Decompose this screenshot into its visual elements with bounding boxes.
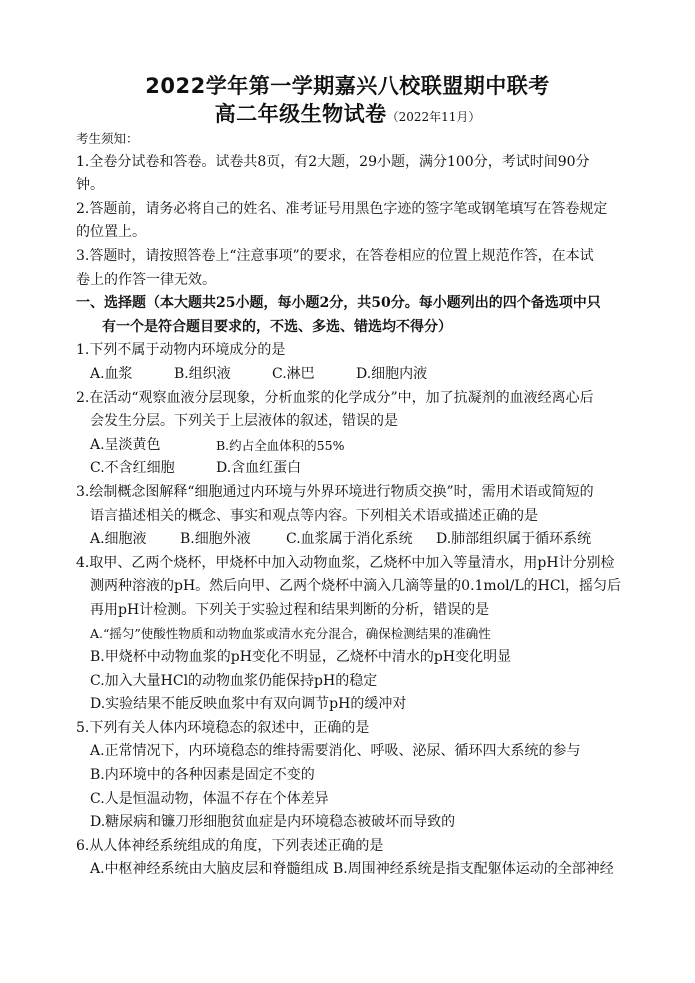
question-4-stem-cont-1: 测两种溶液的pH。然后向甲、乙两个烧杯中滴入几滴等量的0.1mol/L的HCl，摇匀后 (90, 578, 622, 595)
question-5-option-c: C.人是恒温动物，体温不存在个体差异 (90, 790, 329, 807)
question-5-option-d: D.糖尿病和镰刀形细胞贫血症是内环境稳态被破坏而导致的 (90, 814, 456, 831)
question-3-stem: 3.绘制概念图解释“细胞通过内环境与外界环境进行物质交换”时，需用术语或简短的 (76, 483, 594, 500)
notice-item-3: 3.答题时，请按照答卷上“注意事项”的要求，在答卷相应的位置上规范作答，在本试 (76, 247, 594, 264)
option-c: C.血浆属于消化系统 (286, 531, 413, 548)
notice-item-2-cont: 的位置上。 (76, 224, 146, 241)
question-4-option-d: D.实验结果不能反映血浆中有双向调节pH的缓冲对 (90, 696, 407, 713)
question-2-options-row2 (76, 457, 632, 481)
option-a: A.血浆 (90, 365, 133, 382)
option-a: A.呈淡黄色 (90, 436, 161, 453)
question-4-option-b: B.甲烧杯中动物血浆的pH变化不明显，乙烧杯中清水的pH变化明显 (90, 649, 512, 666)
exam-body (76, 127, 632, 882)
question-4-option-c: C.加入大量HCl的动物血浆仍能保持pH的稳定 (90, 672, 378, 689)
question-6-stem: 6.从人体神经系统组成的角度，下列表述正确的是 (76, 837, 384, 854)
question-6-options-ab: A.中枢神经系统由大脑皮层和脊髓组成 B.周围神经系统是指支配躯体运动的全部神经 (90, 861, 614, 878)
option-a: A.细胞液 (90, 531, 147, 548)
question-2-stem-cont: 会发生分层。下列关于上层液体的叙述，错误的是 (90, 413, 398, 430)
question-4-option-a: A.“摇匀”使酸性物质和动物血浆或清水充分混合，确保检测结果的准确性 (90, 626, 491, 642)
exam-title: 2022学年第一学期嘉兴八校联盟期中联考 (145, 74, 550, 98)
notice-heading: 考生须知： (76, 131, 139, 146)
section-title-cont: 有一个是符合题目要求的，不选、多选、错选均不得分） (102, 318, 452, 335)
option-b: B.组织液 (174, 365, 231, 382)
notice-item-1: 1.全卷分试卷和答卷。试卷共8页，有2大题，29小题，满分100分，考试时间90分 (76, 153, 590, 170)
question-1-options (76, 363, 632, 387)
question-2-stem: 2.在活动“观察血液分层现象，分析血浆的化学成分”中，加了抗凝剂的血液经离心后 (76, 389, 594, 406)
option-d: D.含血红蛋白 (216, 460, 302, 477)
notice-item-1-cont: 钟。 (76, 177, 104, 194)
question-4-stem: 4.取甲、乙两个烧杯，甲烧杯中加入动物血浆，乙烧杯中加入等量清水，用pH计分别检 (76, 554, 615, 571)
option-c: C.不含红细胞 (90, 460, 175, 477)
notice-item-3-cont: 卷上的作答一律无效。 (76, 271, 216, 288)
question-5-option-b: B.内环境中的各种因素是固定不变的 (90, 767, 315, 784)
option-d: D.细胞内液 (356, 365, 428, 382)
option-c: C.淋巴 (272, 365, 315, 382)
question-4-stem-cont-2: 再用pH计检测。下列关于实验过程和结果判断的分析，错误的是 (90, 601, 490, 618)
question-5-stem: 5.下列有关人体内环境稳态的叙述中，正确的是 (76, 719, 370, 736)
subject-title: 高二年级生物试卷 (214, 102, 387, 126)
question-1-stem: 1.下列不属于动物内环境成分的是 (76, 342, 286, 359)
section-title: 一、选择题（本大题共25小题，每小题2分，共50分。每小题列出的四个备选项中只 (76, 295, 601, 312)
option-d: D.肺部组织属于循环系统 (436, 531, 592, 548)
question-3-options (76, 528, 632, 552)
question-5-option-a: A.正常情况下，内环境稳态的维持需要消化、呼吸、泌尿、循环四大系统的参与 (90, 743, 581, 760)
exam-date: （2022年11月） (386, 110, 481, 124)
option-b: B.细胞外液 (180, 531, 251, 548)
option-b: B.约占全血体积的55% (216, 437, 345, 453)
question-2-options-row1 (76, 434, 632, 458)
notice-item-2: 2.答题前，请务必将自己的姓名、准考证号用黑色字迹的签字笔或钢笔填写在答卷规定 (76, 200, 608, 217)
question-3-stem-cont: 语言描述相关的概念、事实和观点等内容。下列相关术语或描述正确的是 (90, 507, 538, 524)
